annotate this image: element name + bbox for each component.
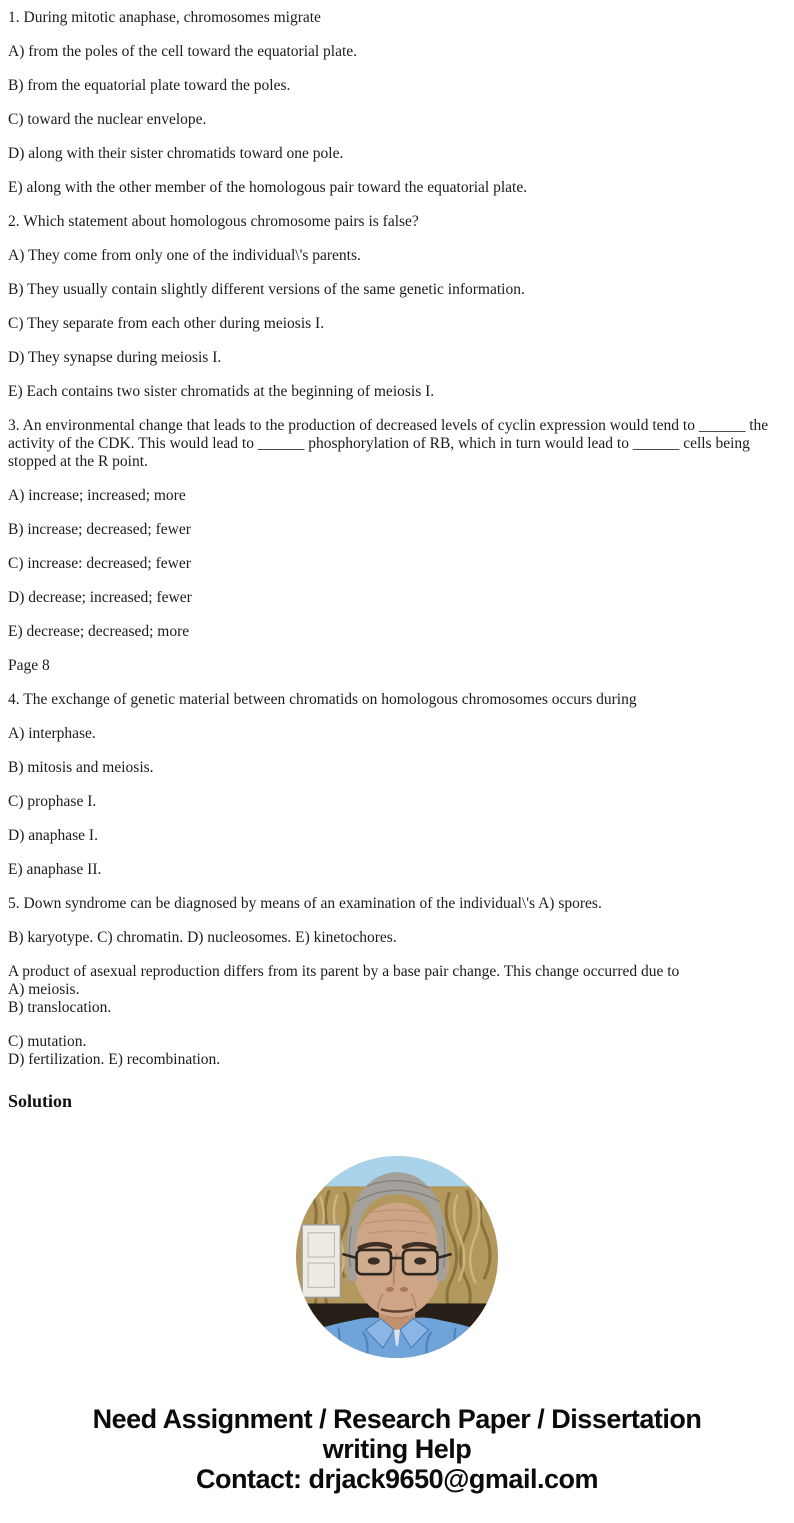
question-2-option-b: B) They usually contain slightly different versions of the same genetic information. [8, 281, 525, 298]
tutor-portrait-photo [296, 1156, 498, 1358]
question-6-options-de: D) fertilization. E) recombination. [8, 1051, 221, 1068]
question-3: 3. An environmental change that leads to the production of decreased levels of cyclin expression would tend to ______ the activity of the CDK. This would lead to ______ phosphorylation of RB, which in turn would lead to ______ cells being stopped at the R point. [8, 417, 769, 470]
page-number-label: Page 8 [8, 657, 50, 674]
question-4-option-a: A) interphase. [8, 725, 96, 742]
promo-line-1: Need Assignment / Research Paper / Dissertation [92, 1404, 702, 1434]
question-1-option-e: E) along with the other member of the homologous pair toward the equatorial plate. [8, 179, 528, 196]
question-5: 5. Down syndrome can be diagnosed by means of an examination of the individual\'s A) spores. [8, 895, 602, 912]
question-2-option-e: E) Each contains two sister chromatids at the beginning of meiosis I. [8, 383, 435, 400]
question-3-option-d: D) decrease; increased; fewer [8, 589, 192, 606]
solution-heading: Solution [8, 1091, 73, 1111]
question-4-option-d: D) anaphase I. [8, 827, 98, 844]
question-1-option-c: C) toward the nuclear envelope. [8, 111, 207, 128]
question-1: 1. During mitotic anaphase, chromosomes migrate [8, 9, 321, 26]
promo-line-2: writing Help [322, 1434, 472, 1464]
question-4-option-b: B) mitosis and meiosis. [8, 759, 154, 776]
question-3-option-e: E) decrease; decreased; more [8, 623, 190, 640]
question-3-option-c: C) increase: decreased; fewer [8, 555, 191, 572]
promo-contact-email: Contact: drjack9650@gmail.com [196, 1464, 598, 1494]
question-4-option-c: C) prophase I. [8, 793, 97, 810]
question-1-option-d: D) along with their sister chromatids toward one pole. [8, 145, 344, 162]
question-3-option-b: B) increase; decreased; fewer [8, 521, 191, 538]
question-6: A product of asexual reproduction differs from its parent by a base pair change. This change occurred due to [8, 963, 680, 980]
question-5-options: B) karyotype. C) chromatin. D) nucleosomes. E) kinetochores. [8, 929, 397, 946]
question-6-option-b: B) translocation. [8, 999, 112, 1016]
question-1-option-b: B) from the equatorial plate toward the poles. [8, 77, 291, 94]
question-6-option-c: C) mutation. [8, 1033, 87, 1050]
question-2-option-d: D) They synapse during meiosis I. [8, 349, 222, 366]
switch-panel [302, 1225, 340, 1298]
question-6-option-a: A) meiosis. [8, 981, 80, 998]
question-4-option-e: E) anaphase II. [8, 861, 102, 878]
question-3-option-a: A) increase; increased; more [8, 487, 186, 504]
question-4: 4. The exchange of genetic material between chromatids on homologous chromosomes occurs during [8, 691, 637, 708]
question-2: 2. Which statement about homologous chromosome pairs is false? [8, 213, 419, 230]
promo-banner [0, 1404, 794, 1494]
question-2-option-c: C) They separate from each other during meiosis I. [8, 315, 325, 332]
question-1-option-a: A) from the poles of the cell toward the equatorial plate. [8, 43, 358, 60]
photo-container [0, 1156, 794, 1358]
question-2-option-a: A) They come from only one of the individual\'s parents. [8, 247, 361, 264]
